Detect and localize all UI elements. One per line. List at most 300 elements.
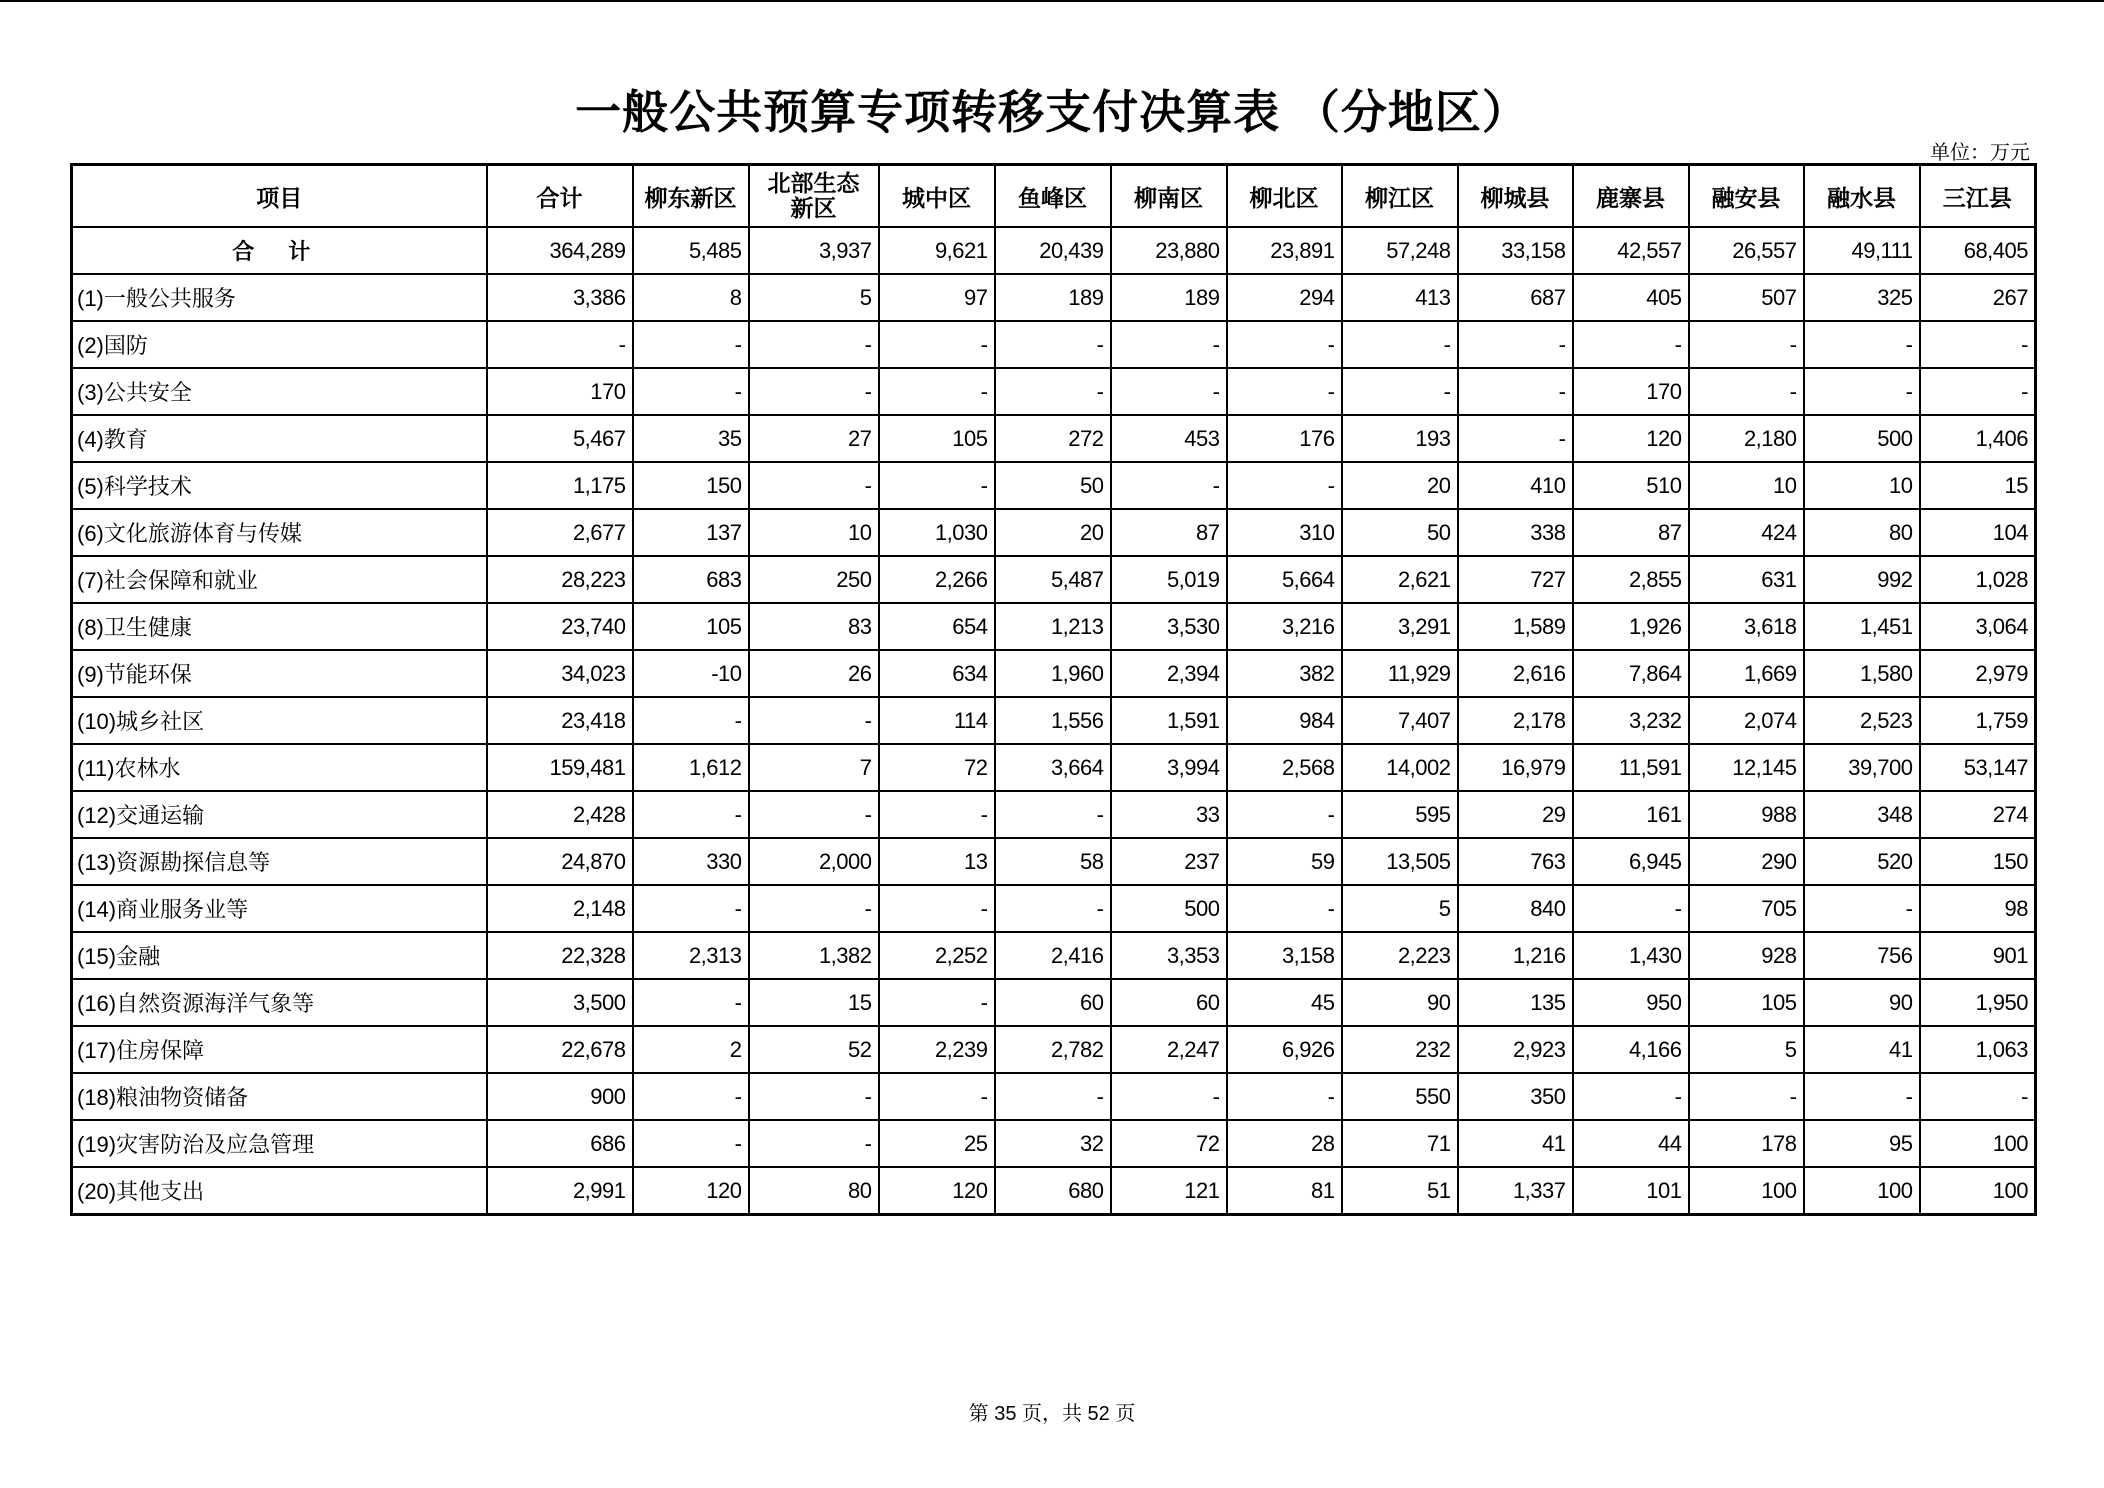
table-row — [72, 1026, 2036, 1073]
column-header: 城中区 — [879, 165, 995, 228]
cell-value: 3,386 — [487, 274, 633, 321]
cell-value: 105 — [879, 415, 995, 462]
table-row — [72, 932, 2036, 979]
document-title: 一般公共预算专项转移支付决算表 （分地区） — [575, 86, 1529, 138]
cell-value: 50 — [995, 462, 1111, 509]
cell-value: 120 — [633, 1167, 749, 1215]
cell-value: 5 — [749, 274, 879, 321]
row-item-label: (15)金融 — [72, 932, 487, 979]
total-row — [72, 227, 2036, 274]
cell-value: - — [879, 979, 995, 1026]
cell-value: 80 — [1804, 509, 1920, 556]
cell-value: - — [879, 791, 995, 838]
cell-value: 105 — [633, 603, 749, 650]
cell-value: - — [487, 321, 633, 368]
cell-value: 90 — [1804, 979, 1920, 1026]
cell-value: 87 — [1573, 509, 1689, 556]
cell-value: 101 — [1573, 1167, 1689, 1215]
cell-value: - — [1227, 321, 1342, 368]
cell-value: 135 — [1458, 979, 1573, 1026]
cell-value: 10 — [749, 509, 879, 556]
cell-value: 988 — [1689, 791, 1804, 838]
cell-value: 23,418 — [487, 697, 633, 744]
cell-value: 120 — [1573, 415, 1689, 462]
cell-value: 1,430 — [1573, 932, 1689, 979]
cell-value: 424 — [1689, 509, 1804, 556]
cell-value: 2,523 — [1804, 697, 1920, 744]
cell-value: 23,880 — [1111, 227, 1227, 274]
cell-value: 81 — [1227, 1167, 1342, 1215]
table-row — [72, 321, 2036, 368]
cell-value: 763 — [1458, 838, 1573, 885]
cell-value: 90 — [1342, 979, 1458, 1026]
cell-value: 58 — [995, 838, 1111, 885]
cell-value: 330 — [633, 838, 749, 885]
cell-value: 756 — [1804, 932, 1920, 979]
cell-value: 1,406 — [1920, 415, 2036, 462]
cell-value: - — [1804, 885, 1920, 932]
table-header-row — [72, 165, 2036, 228]
table-row — [72, 368, 2036, 415]
table-row — [72, 556, 2036, 603]
column-header: 融水县 — [1804, 165, 1920, 228]
cell-value: 634 — [879, 650, 995, 697]
cell-value: 189 — [995, 274, 1111, 321]
cell-value: - — [1458, 321, 1573, 368]
cell-value: - — [633, 1073, 749, 1120]
cell-value: 100 — [1920, 1120, 2036, 1167]
row-item-label: (20)其他支出 — [72, 1167, 487, 1215]
column-header: 柳城县 — [1458, 165, 1573, 228]
cell-value: 3,353 — [1111, 932, 1227, 979]
budget-table-container — [70, 163, 2037, 1216]
cell-value: 159,481 — [487, 744, 633, 791]
cell-value: - — [995, 368, 1111, 415]
cell-value: 2,923 — [1458, 1026, 1573, 1073]
unit-label: 单位：万元 — [1930, 142, 2030, 164]
cell-value: 654 — [879, 603, 995, 650]
cell-value: 680 — [995, 1167, 1111, 1215]
cell-value: 45 — [1227, 979, 1342, 1026]
cell-value: - — [633, 1120, 749, 1167]
cell-value: - — [749, 885, 879, 932]
cell-value: 2,074 — [1689, 697, 1804, 744]
row-item-label: (8)卫生健康 — [72, 603, 487, 650]
cell-value: - — [1342, 368, 1458, 415]
budget-table — [70, 163, 2037, 1216]
row-item-label: (18)粮油物资储备 — [72, 1073, 487, 1120]
cell-value: - — [879, 1073, 995, 1120]
cell-value: 500 — [1111, 885, 1227, 932]
cell-value: 1,960 — [995, 650, 1111, 697]
cell-value: - — [1342, 321, 1458, 368]
cell-value: 984 — [1227, 697, 1342, 744]
cell-value: 20 — [995, 509, 1111, 556]
cell-value: 33,158 — [1458, 227, 1573, 274]
cell-value: 26 — [749, 650, 879, 697]
cell-value: - — [1689, 321, 1804, 368]
row-item-label: (3)公共安全 — [72, 368, 487, 415]
cell-value: 2,394 — [1111, 650, 1227, 697]
cell-value: 1,337 — [1458, 1167, 1573, 1215]
cell-value: - — [633, 697, 749, 744]
cell-value: 27 — [749, 415, 879, 462]
cell-value: 520 — [1804, 838, 1920, 885]
cell-value: 137 — [633, 509, 749, 556]
cell-value: 2,616 — [1458, 650, 1573, 697]
table-row — [72, 885, 2036, 932]
cell-value: 41 — [1804, 1026, 1920, 1073]
cell-value: 250 — [749, 556, 879, 603]
cell-value: 237 — [1111, 838, 1227, 885]
cell-value: 928 — [1689, 932, 1804, 979]
cell-value: 28 — [1227, 1120, 1342, 1167]
cell-value: 6,945 — [1573, 838, 1689, 885]
cell-value: 294 — [1227, 274, 1342, 321]
cell-value: - — [1920, 1073, 2036, 1120]
cell-value: - — [749, 697, 879, 744]
cell-value: 5,467 — [487, 415, 633, 462]
cell-value: 161 — [1573, 791, 1689, 838]
cell-value: - — [633, 791, 749, 838]
column-header: 柳东新区 — [633, 165, 749, 228]
cell-value: 840 — [1458, 885, 1573, 932]
cell-value: 2,252 — [879, 932, 995, 979]
cell-value: 13,505 — [1342, 838, 1458, 885]
cell-value: 16,979 — [1458, 744, 1573, 791]
cell-value: 5,485 — [633, 227, 749, 274]
cell-value: 11,929 — [1342, 650, 1458, 697]
cell-value: 170 — [487, 368, 633, 415]
cell-value: 2,568 — [1227, 744, 1342, 791]
table-row — [72, 791, 2036, 838]
cell-value: 727 — [1458, 556, 1573, 603]
row-item-label: 合 计 — [72, 227, 487, 274]
cell-value: 100 — [1920, 1167, 2036, 1215]
cell-value: 105 — [1689, 979, 1804, 1026]
cell-value: 3,216 — [1227, 603, 1342, 650]
cell-value: 350 — [1458, 1073, 1573, 1120]
cell-value: 1,950 — [1920, 979, 2036, 1026]
cell-value: 2,223 — [1342, 932, 1458, 979]
column-header: 柳南区 — [1111, 165, 1227, 228]
cell-value: 2,782 — [995, 1026, 1111, 1073]
cell-value: - — [1689, 1073, 1804, 1120]
cell-value: 52 — [749, 1026, 879, 1073]
cell-value: 3,291 — [1342, 603, 1458, 650]
cell-value: 1,382 — [749, 932, 879, 979]
column-header: 柳江区 — [1342, 165, 1458, 228]
row-item-label: (9)节能环保 — [72, 650, 487, 697]
cell-value: 80 — [749, 1167, 879, 1215]
column-header: 三江县 — [1920, 165, 2036, 228]
cell-value: 413 — [1342, 274, 1458, 321]
cell-value: - — [749, 321, 879, 368]
cell-value: 28,223 — [487, 556, 633, 603]
row-item-label: (10)城乡社区 — [72, 697, 487, 744]
cell-value: 507 — [1689, 274, 1804, 321]
cell-value: 57,248 — [1342, 227, 1458, 274]
cell-value: 510 — [1573, 462, 1689, 509]
table-body — [72, 227, 2036, 1215]
cell-value: - — [1111, 321, 1227, 368]
cell-value: 15 — [1920, 462, 2036, 509]
cell-value: 348 — [1804, 791, 1920, 838]
cell-value: 20,439 — [995, 227, 1111, 274]
cell-value: 121 — [1111, 1167, 1227, 1215]
table-row — [72, 509, 2036, 556]
cell-value: 2,416 — [995, 932, 1111, 979]
cell-value: 1,063 — [1920, 1026, 2036, 1073]
cell-value: 44 — [1573, 1120, 1689, 1167]
cell-value: - — [1920, 368, 2036, 415]
cell-value: 15 — [749, 979, 879, 1026]
cell-value: 2,247 — [1111, 1026, 1227, 1073]
cell-value: 5 — [1689, 1026, 1804, 1073]
cell-value: 150 — [633, 462, 749, 509]
cell-value: 2,266 — [879, 556, 995, 603]
table-row — [72, 1073, 2036, 1120]
cell-value: - — [749, 1120, 879, 1167]
cell-value: 71 — [1342, 1120, 1458, 1167]
cell-value: 87 — [1111, 509, 1227, 556]
column-header: 融安县 — [1689, 165, 1804, 228]
row-item-label: (13)资源勘探信息等 — [72, 838, 487, 885]
cell-value: 550 — [1342, 1073, 1458, 1120]
cell-value: 13 — [879, 838, 995, 885]
column-header: 项目 — [72, 165, 487, 228]
cell-value: - — [633, 368, 749, 415]
row-item-label: (2)国防 — [72, 321, 487, 368]
cell-value: - — [1804, 1073, 1920, 1120]
cell-value: 3,064 — [1920, 603, 2036, 650]
cell-value: 5,487 — [995, 556, 1111, 603]
cell-value: - — [1573, 1073, 1689, 1120]
table-row — [72, 1167, 2036, 1215]
cell-value: 2,148 — [487, 885, 633, 932]
cell-value: 72 — [1111, 1120, 1227, 1167]
table-row — [72, 744, 2036, 791]
cell-value: 8 — [633, 274, 749, 321]
cell-value: 900 — [487, 1073, 633, 1120]
cell-value: 2,677 — [487, 509, 633, 556]
cell-value: 7,864 — [1573, 650, 1689, 697]
cell-value: 3,158 — [1227, 932, 1342, 979]
cell-value: 1,580 — [1804, 650, 1920, 697]
cell-value: 2,428 — [487, 791, 633, 838]
cell-value: 178 — [1689, 1120, 1804, 1167]
cell-value: 32 — [995, 1120, 1111, 1167]
cell-value: 631 — [1689, 556, 1804, 603]
table-row — [72, 603, 2036, 650]
cell-value: 410 — [1458, 462, 1573, 509]
cell-value: - — [1111, 1073, 1227, 1120]
cell-value: 950 — [1573, 979, 1689, 1026]
cell-value: 14,002 — [1342, 744, 1458, 791]
cell-value: 687 — [1458, 274, 1573, 321]
row-item-label: (16)自然资源海洋气象等 — [72, 979, 487, 1026]
cell-value: - — [1227, 791, 1342, 838]
cell-value: 705 — [1689, 885, 1804, 932]
cell-value: 39,700 — [1804, 744, 1920, 791]
column-header: 鹿寨县 — [1573, 165, 1689, 228]
cell-value: 53,147 — [1920, 744, 2036, 791]
cell-value: - — [1689, 368, 1804, 415]
column-header: 柳北区 — [1227, 165, 1342, 228]
cell-value: 193 — [1342, 415, 1458, 462]
cell-value: 992 — [1804, 556, 1920, 603]
row-item-label: (17)住房保障 — [72, 1026, 487, 1073]
table-row — [72, 274, 2036, 321]
cell-value: 26,557 — [1689, 227, 1804, 274]
cell-value: 1,591 — [1111, 697, 1227, 744]
cell-value: 60 — [995, 979, 1111, 1026]
cell-value: - — [749, 368, 879, 415]
cell-value: 2,621 — [1342, 556, 1458, 603]
cell-value: 4,166 — [1573, 1026, 1689, 1073]
cell-value: 500 — [1804, 415, 1920, 462]
row-item-label: (7)社会保障和就业 — [72, 556, 487, 603]
cell-value: 382 — [1227, 650, 1342, 697]
cell-value: 35 — [633, 415, 749, 462]
cell-value: 453 — [1111, 415, 1227, 462]
cell-value: 50 — [1342, 509, 1458, 556]
cell-value: 24,870 — [487, 838, 633, 885]
cell-value: 2,979 — [1920, 650, 2036, 697]
cell-value: 12,145 — [1689, 744, 1804, 791]
cell-value: 5 — [1342, 885, 1458, 932]
cell-value: 97 — [879, 274, 995, 321]
row-item-label: (5)科学技术 — [72, 462, 487, 509]
cell-value: 25 — [879, 1120, 995, 1167]
cell-value: 272 — [995, 415, 1111, 462]
cell-value: 3,500 — [487, 979, 633, 1026]
cell-value: - — [1227, 462, 1342, 509]
row-item-label: (4)教育 — [72, 415, 487, 462]
cell-value: 100 — [1689, 1167, 1804, 1215]
cell-value: -10 — [633, 650, 749, 697]
cell-value: 98 — [1920, 885, 2036, 932]
cell-value: 150 — [1920, 838, 2036, 885]
cell-value: 22,678 — [487, 1026, 633, 1073]
row-item-label: (14)商业服务业等 — [72, 885, 487, 932]
cell-value: 1,926 — [1573, 603, 1689, 650]
table-row — [72, 697, 2036, 744]
cell-value: 1,556 — [995, 697, 1111, 744]
cell-value: - — [633, 321, 749, 368]
cell-value: - — [633, 885, 749, 932]
table-row — [72, 1120, 2036, 1167]
cell-value: - — [633, 979, 749, 1026]
cell-value: 3,618 — [1689, 603, 1804, 650]
cell-value: - — [879, 462, 995, 509]
cell-value: 3,994 — [1111, 744, 1227, 791]
table-row — [72, 415, 2036, 462]
cell-value: 901 — [1920, 932, 2036, 979]
cell-value: 72 — [879, 744, 995, 791]
table-row — [72, 650, 2036, 697]
row-item-label: (19)灾害防治及应急管理 — [72, 1120, 487, 1167]
cell-value: 2,178 — [1458, 697, 1573, 744]
cell-value: 274 — [1920, 791, 2036, 838]
column-header: 鱼峰区 — [995, 165, 1111, 228]
cell-value: - — [1920, 321, 2036, 368]
cell-value: 1,030 — [879, 509, 995, 556]
cell-value: 267 — [1920, 274, 2036, 321]
cell-value: 2,239 — [879, 1026, 995, 1073]
cell-value: 1,175 — [487, 462, 633, 509]
cell-value: 3,937 — [749, 227, 879, 274]
cell-value: - — [1227, 368, 1342, 415]
cell-value: 7 — [749, 744, 879, 791]
cell-value: 1,213 — [995, 603, 1111, 650]
cell-value: 1,589 — [1458, 603, 1573, 650]
cell-value: - — [1573, 885, 1689, 932]
row-item-label: (11)农林水 — [72, 744, 487, 791]
cell-value: 405 — [1573, 274, 1689, 321]
cell-value: - — [995, 791, 1111, 838]
cell-value: 23,740 — [487, 603, 633, 650]
cell-value: - — [879, 885, 995, 932]
cell-value: 104 — [1920, 509, 2036, 556]
cell-value: 686 — [487, 1120, 633, 1167]
cell-value: 2,000 — [749, 838, 879, 885]
cell-value: 3,664 — [995, 744, 1111, 791]
cell-value: 5,019 — [1111, 556, 1227, 603]
cell-value: 34,023 — [487, 650, 633, 697]
cell-value: - — [1573, 321, 1689, 368]
cell-value: 338 — [1458, 509, 1573, 556]
cell-value: 23,891 — [1227, 227, 1342, 274]
cell-value: 9,621 — [879, 227, 995, 274]
cell-value: - — [995, 321, 1111, 368]
cell-value: - — [749, 791, 879, 838]
cell-value: 68,405 — [1920, 227, 2036, 274]
cell-value: 120 — [879, 1167, 995, 1215]
cell-value: 10 — [1804, 462, 1920, 509]
cell-value: 41 — [1458, 1120, 1573, 1167]
cell-value: 3,232 — [1573, 697, 1689, 744]
cell-value: - — [1458, 368, 1573, 415]
row-item-label: (6)文化旅游体育与传媒 — [72, 509, 487, 556]
cell-value: 29 — [1458, 791, 1573, 838]
cell-value: 20 — [1342, 462, 1458, 509]
cell-value: - — [749, 462, 879, 509]
column-header: 合计 — [487, 165, 633, 228]
cell-value: 49,111 — [1804, 227, 1920, 274]
page-number: 第 35 页，共 52 页 — [968, 1403, 1136, 1425]
cell-value: 7,407 — [1342, 697, 1458, 744]
cell-value: - — [749, 1073, 879, 1120]
cell-value: 83 — [749, 603, 879, 650]
cell-value: 1,451 — [1804, 603, 1920, 650]
cell-value: 51 — [1342, 1167, 1458, 1215]
cell-value: - — [879, 368, 995, 415]
cell-value: - — [1458, 415, 1573, 462]
top-border-line — [0, 0, 2104, 2]
cell-value: 5,664 — [1227, 556, 1342, 603]
cell-value: - — [1111, 368, 1227, 415]
cell-value: 10 — [1689, 462, 1804, 509]
cell-value: 3,530 — [1111, 603, 1227, 650]
cell-value: - — [995, 1073, 1111, 1120]
cell-value: - — [879, 321, 995, 368]
cell-value: - — [1804, 321, 1920, 368]
cell-value: 33 — [1111, 791, 1227, 838]
cell-value: 60 — [1111, 979, 1227, 1026]
cell-value: 2,991 — [487, 1167, 633, 1215]
cell-value: 100 — [1804, 1167, 1920, 1215]
